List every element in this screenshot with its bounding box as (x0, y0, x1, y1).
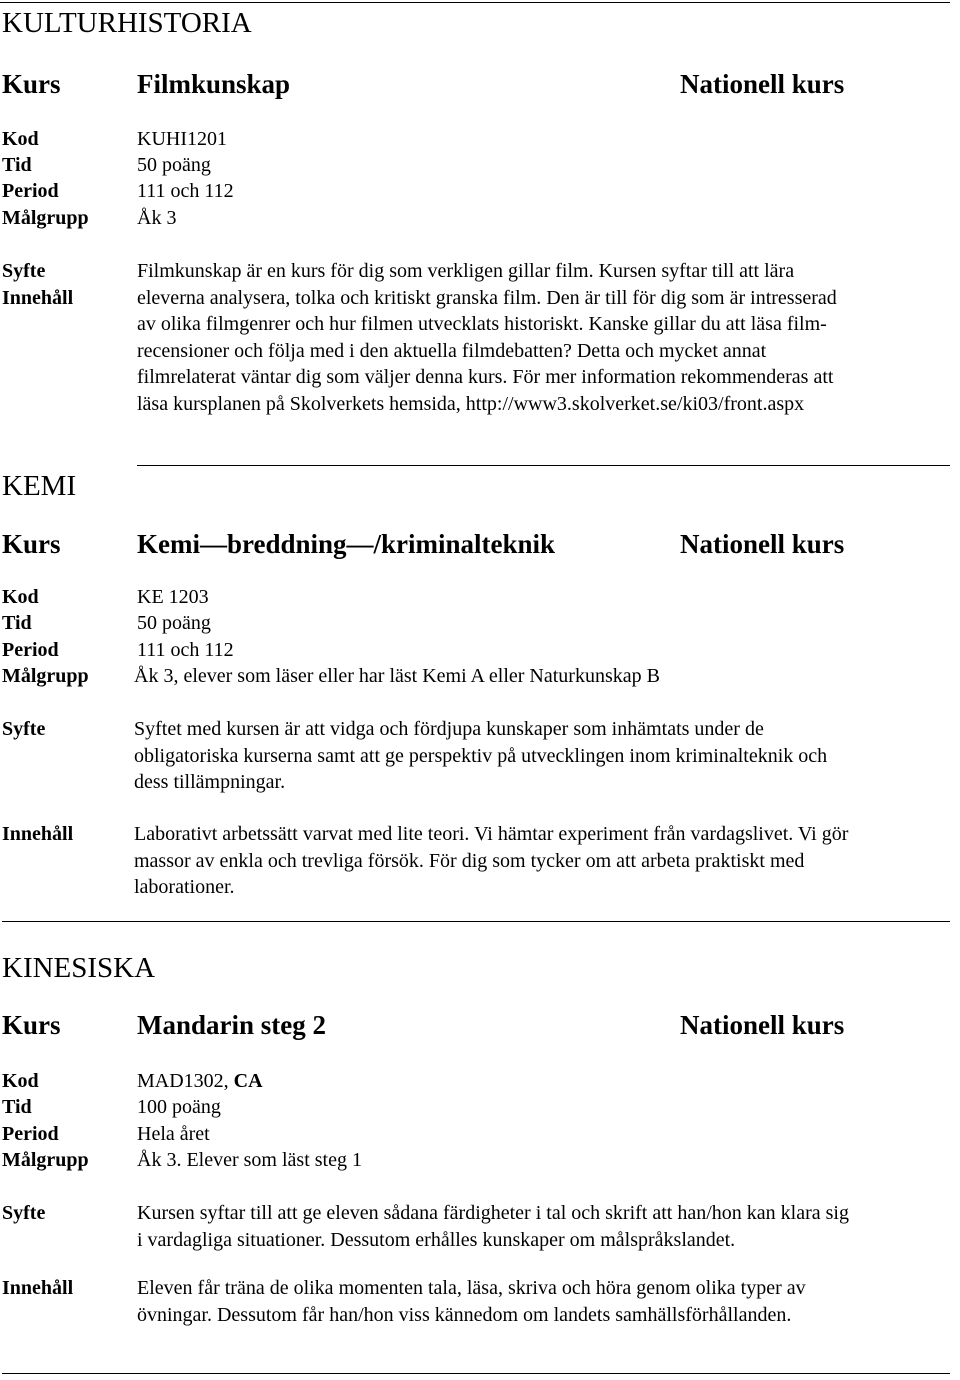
period-label: Period (2, 639, 59, 661)
syfte-line: obligatoriska kurserna samt att ge perspektiv på utvecklingen inom kriminalteknik och (134, 744, 828, 767)
innehall-text (137, 1275, 806, 1328)
tid-label: Tid (2, 612, 32, 634)
syfte-label: Syfte (2, 260, 46, 282)
tid-value: 50 poäng (137, 154, 211, 176)
course-label: Kurs (2, 529, 61, 559)
syfte-text (134, 716, 827, 796)
kod-code: MAD1302, (137, 1070, 234, 1092)
kod-suffix: CA (233, 1070, 263, 1092)
bottom-divider (2, 1373, 950, 1374)
syfte-label: Syfte (2, 718, 46, 740)
section-heading: KEMI (2, 470, 77, 502)
syfte-line: i vardagliga situationer. Dessutom erhålles kunskaper om målspråkslandet. (137, 1228, 736, 1251)
description-line: av olika filmgenrer och hur filmen utvecklats historiskt. Kanske gillar du att läsa film- (137, 313, 827, 335)
course-name: Filmkunskap (137, 69, 291, 99)
malgrupp-value: Åk 3 (137, 207, 177, 229)
period-value: 111 och 112 (137, 639, 234, 661)
innehall-line: övningar. Dessutom får han/hon viss kännedom om landets samhällsförhållanden. (137, 1303, 792, 1326)
kod-value: KE 1203 (137, 586, 209, 608)
course-label: Kurs (2, 1010, 61, 1040)
innehall-text (134, 821, 848, 901)
course-name: Mandarin steg 2 (137, 1010, 326, 1040)
kod-value: KUHI1201 (137, 128, 227, 150)
description-line: Filmkunskap är en kurs för dig som verkligen gillar film. Kursen syftar till att lära (137, 260, 795, 282)
syfte-line: Syftet med kursen är att vidga och fördjupa kunskaper som inhämtats under de (134, 718, 764, 740)
period-label: Period (2, 1123, 59, 1145)
kod-label: Kod (2, 586, 39, 608)
course-type: Nationell kurs (680, 529, 845, 559)
innehall-label: Innehåll (2, 287, 74, 309)
period-value: Hela året (137, 1123, 210, 1145)
description-line: filmrelaterat väntar dig som väljer denna kurs. För mer information rekommenderas att (137, 366, 834, 388)
course-label: Kurs (2, 69, 61, 99)
kod-label: Kod (2, 128, 39, 150)
tid-value: 100 poäng (137, 1096, 221, 1118)
innehall-label: Innehåll (2, 1277, 74, 1299)
tid-label: Tid (2, 1096, 32, 1118)
malgrupp-label: Målgrupp (2, 1149, 89, 1171)
innehall-label: Innehåll (2, 823, 74, 845)
period-value: 111 och 112 (137, 180, 234, 202)
kod-value (137, 1068, 263, 1094)
innehall-line: Eleven får träna de olika momenten tala, läsa, skriva och höra genom olika typer av (137, 1277, 806, 1299)
top-divider (0, 2, 950, 3)
description-line: läsa kursplanen på Skolverkets hemsida, http://www3.skolverket.se/ki03/front.aspx (137, 392, 805, 415)
malgrupp-value: Åk 3. Elever som läst steg 1 (137, 1149, 362, 1171)
section-heading: KULTURHISTORIA (2, 7, 252, 39)
section-divider (2, 921, 950, 922)
description-line: eleverna analysera, tolka och kritiskt granska film. Den är till för dig som är intresserad (137, 286, 837, 309)
tid-value: 50 poäng (137, 612, 211, 634)
section-divider (137, 465, 950, 466)
innehall-line: massor av enkla och trevliga försök. För dig som tycker om att arbeta praktiskt med (134, 849, 805, 872)
malgrupp-label: Målgrupp (2, 207, 89, 229)
malgrupp-label: Målgrupp (2, 665, 89, 687)
syfte-line: Kursen syftar till att ge eleven sådana färdigheter i tal och skrift att han/hon kan klara sig (137, 1202, 849, 1224)
course-type: Nationell kurs (680, 69, 845, 99)
syfte-line: dess tillämpningar. (134, 771, 286, 793)
course-description (137, 258, 837, 417)
period-label: Period (2, 180, 59, 202)
course-type: Nationell kurs (680, 1010, 845, 1040)
section-heading: KINESISKA (2, 952, 156, 984)
tid-label: Tid (2, 154, 32, 176)
kod-label: Kod (2, 1070, 39, 1092)
course-name: Kemi—breddning—/kriminalteknik (137, 529, 556, 559)
description-line: recensioner och följa med i den aktuella filmdebatten? Detta och mycket annat (137, 339, 767, 362)
innehall-line: Laborativt arbetssätt varvat med lite teori. Vi hämtar experiment från vardagslivet. Vi gör (134, 823, 849, 845)
malgrupp-value: Åk 3, elever som läser eller har läst Kemi A eller Naturkunskap B (134, 665, 660, 687)
syfte-label: Syfte (2, 1202, 46, 1224)
innehall-line: laborationer. (134, 876, 235, 898)
syfte-text (137, 1200, 849, 1253)
